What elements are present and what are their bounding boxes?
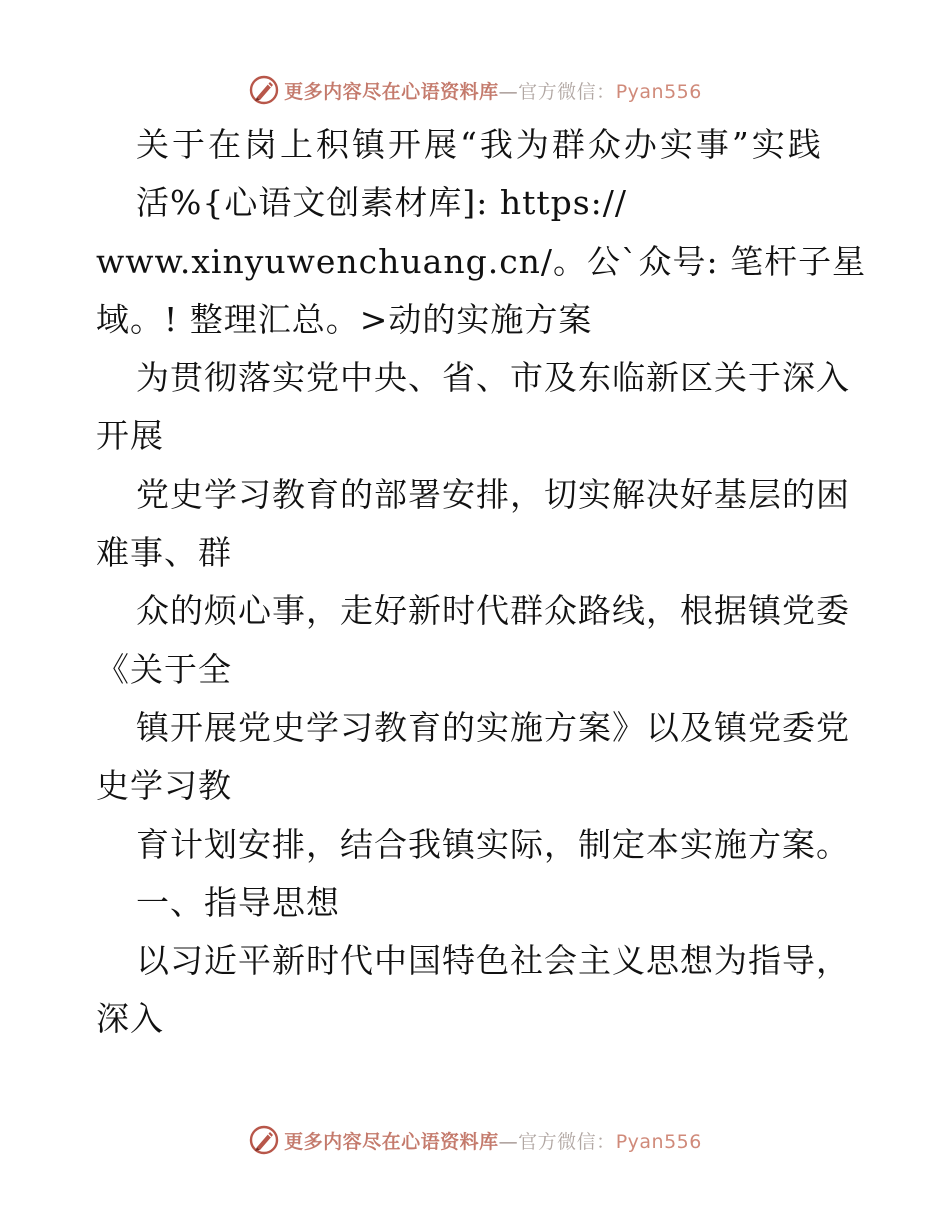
doc-paragraph-line: 众的烦心事，走好新时代群众路线，根据镇党委 xyxy=(136,591,850,631)
header-dash: — xyxy=(498,80,519,103)
header-watermark-text xyxy=(284,77,702,104)
footer-watermark-text xyxy=(284,1127,702,1154)
doc-paragraph-line: 以习近平新时代中国特色社会主义思想为指导， xyxy=(136,941,850,981)
doc-paragraph-line: 党史学习教育的部署安排，切实解决好基层的困 xyxy=(136,474,850,514)
doc-paragraph-line: 《关于全 xyxy=(96,649,232,689)
footer-official-label: 官方微信： xyxy=(518,1130,616,1153)
document-body xyxy=(96,116,886,1049)
footer-dash: — xyxy=(498,1130,519,1153)
header-wechat-id: Pyan556 xyxy=(615,80,702,103)
doc-paragraph-line: 深入 xyxy=(96,999,164,1039)
section-heading-guiding-ideology: 一、指导思想 xyxy=(136,882,340,922)
doc-paragraph-line: 育计划安排，结合我镇实际，制定本实施方案。 xyxy=(136,824,850,864)
pen-logo-icon xyxy=(248,1124,280,1156)
header-site-name: 更多内容尽在心语资料库 xyxy=(284,80,499,103)
doc-paragraph-line: 史学习教 xyxy=(96,766,232,806)
footer-wechat-id: Pyan556 xyxy=(615,1130,702,1153)
doc-title-line-1: 关于在岗上积镇开展“我为群众办实事”实践 xyxy=(136,125,824,164)
pen-logo-icon xyxy=(248,74,280,106)
footer-watermark-banner xyxy=(0,1120,950,1160)
header-watermark-banner xyxy=(0,70,950,110)
header-official-label: 官方微信： xyxy=(518,80,616,103)
doc-title-line-4: 域。! 整理汇总。>动的实施方案 xyxy=(96,299,593,339)
doc-title-line-3: www.xinyuwenchuang.cn/。公`众号: 笔杆子星 xyxy=(96,241,867,281)
doc-title-line-2: 活%{心语文创素材库]: https:// xyxy=(136,183,628,223)
footer-site-name: 更多内容尽在心语资料库 xyxy=(284,1130,499,1153)
doc-paragraph-line: 难事、群 xyxy=(96,533,232,573)
doc-paragraph-line: 镇开展党史学习教育的实施方案》以及镇党委党 xyxy=(136,707,850,747)
doc-paragraph-line: 为贯彻落实党中央、省、市及东临新区关于深入 xyxy=(136,358,850,398)
doc-paragraph-line: 开展 xyxy=(96,416,164,456)
